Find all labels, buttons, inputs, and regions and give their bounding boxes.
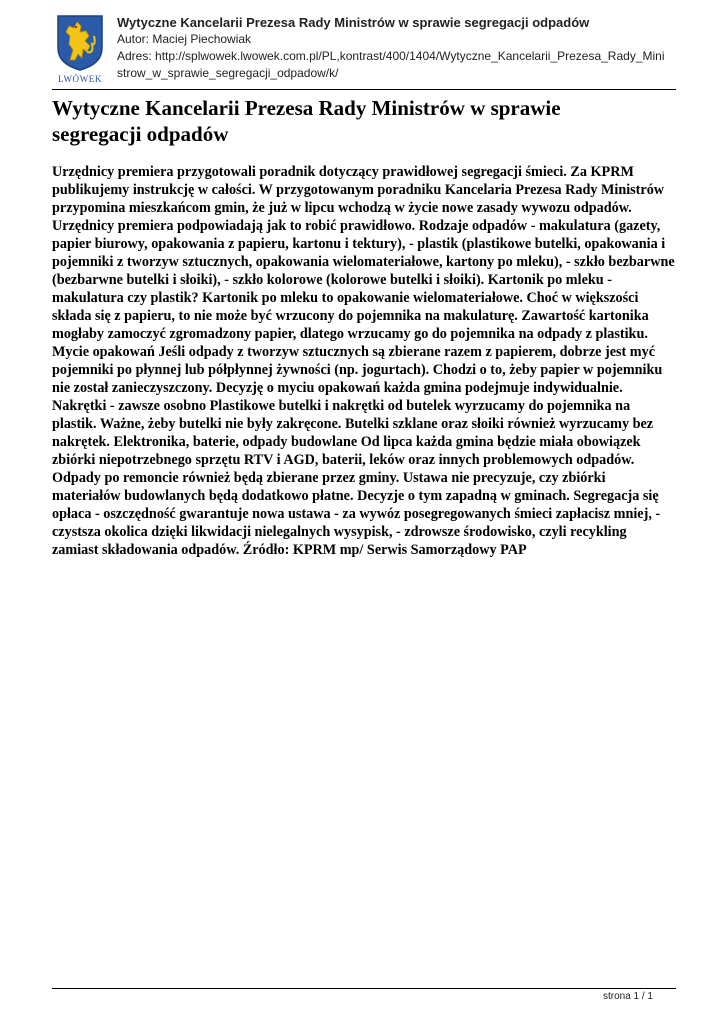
header-author: Autor: Maciej Piechowiak bbox=[117, 32, 252, 46]
article-title: Wytyczne Kancelarii Prezesa Rady Ministrów w sprawie segregacji odpadów bbox=[52, 96, 561, 146]
footer-divider bbox=[52, 988, 676, 989]
header-address-line-2: strow_w_sprawie_segregacji_odpadow/k/ bbox=[117, 66, 339, 80]
crest-caption: LWÓWEK bbox=[58, 74, 102, 84]
document-header bbox=[52, 12, 676, 89]
article-body: Urzędnicy premiera przygotowali poradnik dotyczący prawidłowej segregacji śmieci. Za KPRM publikujemy instrukcję w całości. W przygotowanym poradniku Kancelaria Prezesa Rady Ministrów przypomina mieszkańcom gmin, że już w lipcu wchodzą w życie nowe zasady wywozu odpadów. Urzędnicy premiera podpowiadają jak to robić prawidłowo. Rodzaje odpadów - makulatura (gazety, papier biurowy, opakowania z papieru, kartonu i tektury), - plastik (plastikowe butelki, opakowania i pojemniki z tworzyw sztucznych, opakowania wielomateriałowe, kartony po mleku), - szkło bezbarwne (bezbarwne butelki i słoiki), - szkło kolorowe (kolorowe butelki i słoiki). Kartonik po mleku - makulatura czy plastik? Kartonik po mleku to opakowanie wielomateriałowe. Choć w większości składa się z papieru, to nie może być wrzucony do pojemnika na makulaturę. Zawartość kartonika mogłaby zamoczyć zgromadzony papier, dlatego wrzucamy go do pojemnika na odpady z plastiku. Mycie opakowań Jeśli odpady z tworzyw sztucznych są zbierane razem z papierem, dobrze jest myć pojemniki po płynnej lub półpłynnej żywności (np. jogurtach). Chodzi o to, żeby papier w pojemniku nie został zanieczyszczony. Decyzję o myciu opakowań każda gmina podejmuje indywidualnie. Nakrętki - zawsze osobno Plastikowe butelki i nakrętki od butelek wyrzucamy do pojemnika na plastik. Ważne, żeby butelki nie były zakręcone. Butelki szklane oraz słoiki również wyrzucamy bez nakrętek. Elektronika, baterie, odpady budowlane Od lipca każda gmina będzie miała obowiązek zbiórki niepotrzebnego sprzętu RTV i AGD, baterii, leków oraz innych problemowych odpadów. Odpady po remoncie również będą zbierane przez gminy. Ustawa nie precyzuje, czy zbiórki materiałów budowlanych będą dodatkowo płatne. Decyzje o tym zapadną w gminach. Segregacja się opłaca - oszczędność gwarantuje nowa ustawa - za wywóz posegregowanych śmieci zapłacisz mniej, - czystsza okolica dzięki likwidacji nielegalnych wysypisk, - zdrowsze środowisko, czyli recykling zamiast składowania odpadów. Źródło: KPRM mp/ Serwis Samorządowy PAP bbox=[52, 164, 675, 558]
page-number: strona 1 / 1 bbox=[602, 991, 653, 1002]
document-meta bbox=[117, 15, 677, 82]
header-address-line-1: Adres: http://splwowek.lwowek.com.pl/PL,kontrast/400/1404/Wytyczne_Kancelarii_Prezesa_Rady_Mini bbox=[117, 49, 665, 63]
lwowek-crest-icon bbox=[56, 14, 104, 72]
header-divider bbox=[52, 89, 676, 90]
header-title: Wytyczne Kancelarii Prezesa Rady Ministrów w sprawie segregacji odpadów bbox=[117, 15, 590, 30]
